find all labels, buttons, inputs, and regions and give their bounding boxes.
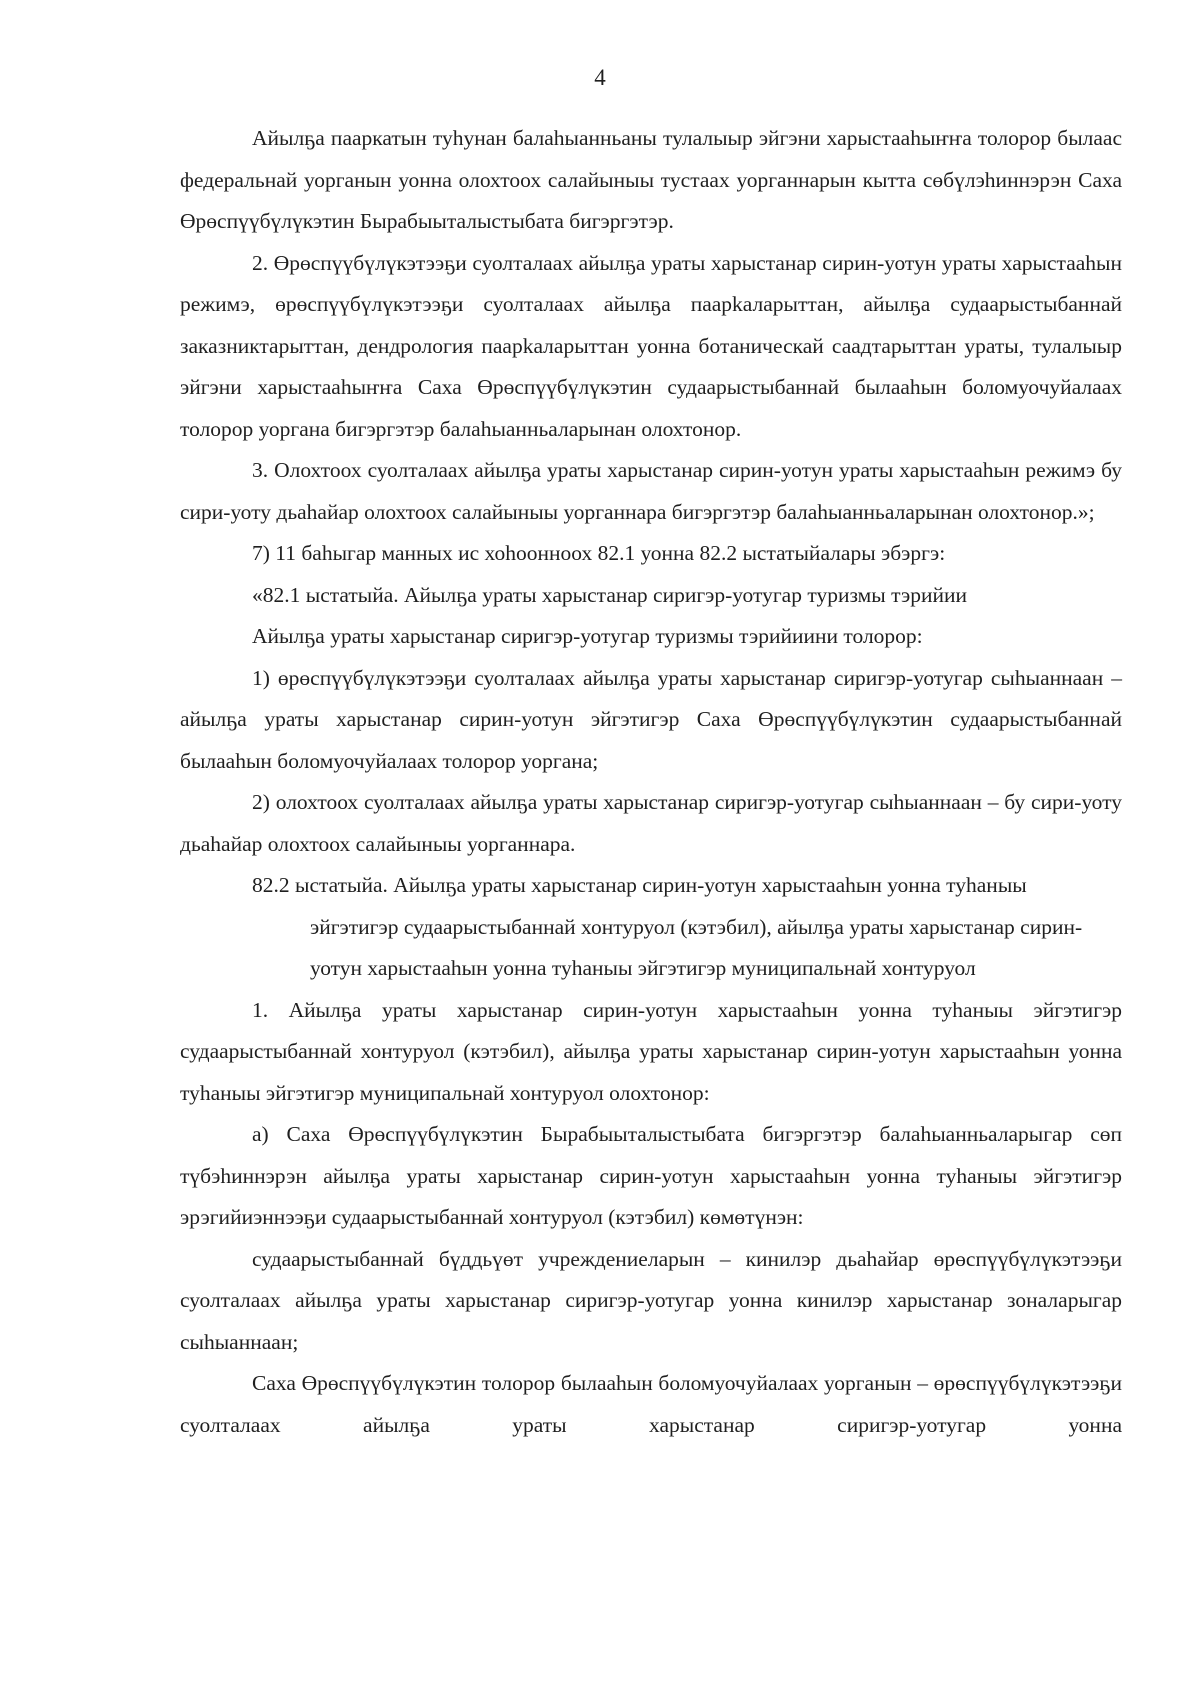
- article-82-2-subitem-a: а) Саха Өрөспүүбүлүкэтин Бырабыыталыстыбата бигэргэтэр балаһыанньаларыгар сөп түбэһиннэрэн айылҕа ураты харыстанар сирин-уотун харыстааһын уонна туһаныы эйгэтигэр эрэгийиэннээҕи судаарыстыбаннай хонтуруол (кэтэбил) көмөтүнэн:: [180, 1122, 1122, 1229]
- paragraph-item-2: 2. Өрөспүүбүлүкэтээҕи суолталаах айылҕа ураты харыстанар сирин-уотун ураты харыстааһын режимэ, өрөспүүбүлүкэтээҕи суолталаах айылҕа паарkаларыттан, айылҕа судаарыстыбаннай заказниктарыттан, дендрология паарkаларыттан уонна ботаническай саадтарыттан ураты, тулалыыр эйгэни харыстааһыҥҥа Саха Өрөспүүбүлүкэтин судаарыстыбаннай былааһын боломуочуйалаах толорор уоргана бигэргэтэр балаһыанньаларынан олохтонор.: [180, 250, 1122, 441]
- paragraph-amendment-7: 7) 11 баһыгар манных ис хоһоонноох 82.1 уонна 82.2 ыстатыйалары эбэргэ:: [252, 541, 946, 565]
- article-82-2-title-continued: эйгэтигэр судаарыстыбаннай хонтуруол (кэтэбил), айылҕа ураты харыстанар сирин-уотун харыстааһын уонна туһаныы эйгэтигэр муниципальнай хонтуруол: [310, 914, 1083, 980]
- article-82-2-subitem-a-executive: Саха Өрөспүүбүлүкэтин толорор былааһын боломуочуйалаах уорганын – өрөспүүбүлүкэтээҕи суолталаах айылҕа ураты харыстанар сиригэр-уотугар уонна: [180, 1371, 1122, 1437]
- paragraph-nature-park-regulation: Айылҕа пааркатын туһунан балаһыанньаны тулалыыр эйгэни харыстааһыҥҥа толорор былаас федеральнай уорганын уонна олохтоох салайыныы тустаах уорганнарын кытта сөбүлэһиннэрэн Саха Өрөспүүбүлүкэтин Бырабыыталыстыбата бигэргэтэр.: [180, 126, 1122, 233]
- document-body: [180, 118, 1122, 1446]
- article-82-1-item-1: 1) өрөспүүбүлүкэтээҕи суолталаах айылҕа ураты харыстанар сиригэр-уотугар сыһыаннаан – айылҕа ураты харыстанар сирин-уотун эйгэтигэр Саха Өрөспүүбүлүкэтин судаарыстыбаннай былааһын боломуочуйалаах толорор уоргана;: [180, 665, 1122, 773]
- article-82-2-subitem-a-budget: судаарыстыбаннай бүддьүөт учреждениеларын – кинилэр дьаһайар өрөспүүбүлүкэтээҕи суолталаах айылҕа ураты харыстанар сиригэр-уотугар уонна кинилэр харыстанар зоналарыгар сыһыаннаан;: [180, 1246, 1122, 1354]
- article-82-2-item-1: 1. Айылҕа ураты харыстанар сирин-уотун харыстааһын уонна туһаныы эйгэтигэр судаарыстыбаннай хонтуруол (кэтэбил), айылҕа ураты харыстанар сирин-уотун харыстааһын уонна туһаныы эйгэтигэр муниципальнай хонтуруол олохтонор:: [180, 997, 1122, 1105]
- article-82-2-title: 82.2 ыстатыйа. Айылҕа ураты харыстанар сирин-уотун харыстааһын уонна туһаныы: [252, 873, 1027, 897]
- paragraph-item-3: 3. Олохтоох суолталаах айылҕа ураты харыстанар сирин-уотун ураты харыстааһын режимэ бу сири-уоту дьаһайар олохтоох салайыныы уорганнара бигэргэтэр балаһыанньаларынан олохтонор.»;: [180, 458, 1122, 524]
- article-82-1-intro: Айылҕа ураты харыстанар сиригэр-уотугар туризмы тэрийиини толорор:: [252, 624, 923, 648]
- article-82-1-title: «82.1 ыстатыйа. Айылҕа ураты харыстанар сиригэр-уотугар туризмы тэрийии: [252, 582, 968, 607]
- article-82-1-item-2: 2) олохтоох суолталаах айылҕа ураты харыстанар сиригэр-уотугар сыһыаннаан – бу сири-уоту дьаһайар олохтоох салайыныы уорганнара.: [180, 790, 1122, 856]
- page-number: 4: [594, 65, 606, 90]
